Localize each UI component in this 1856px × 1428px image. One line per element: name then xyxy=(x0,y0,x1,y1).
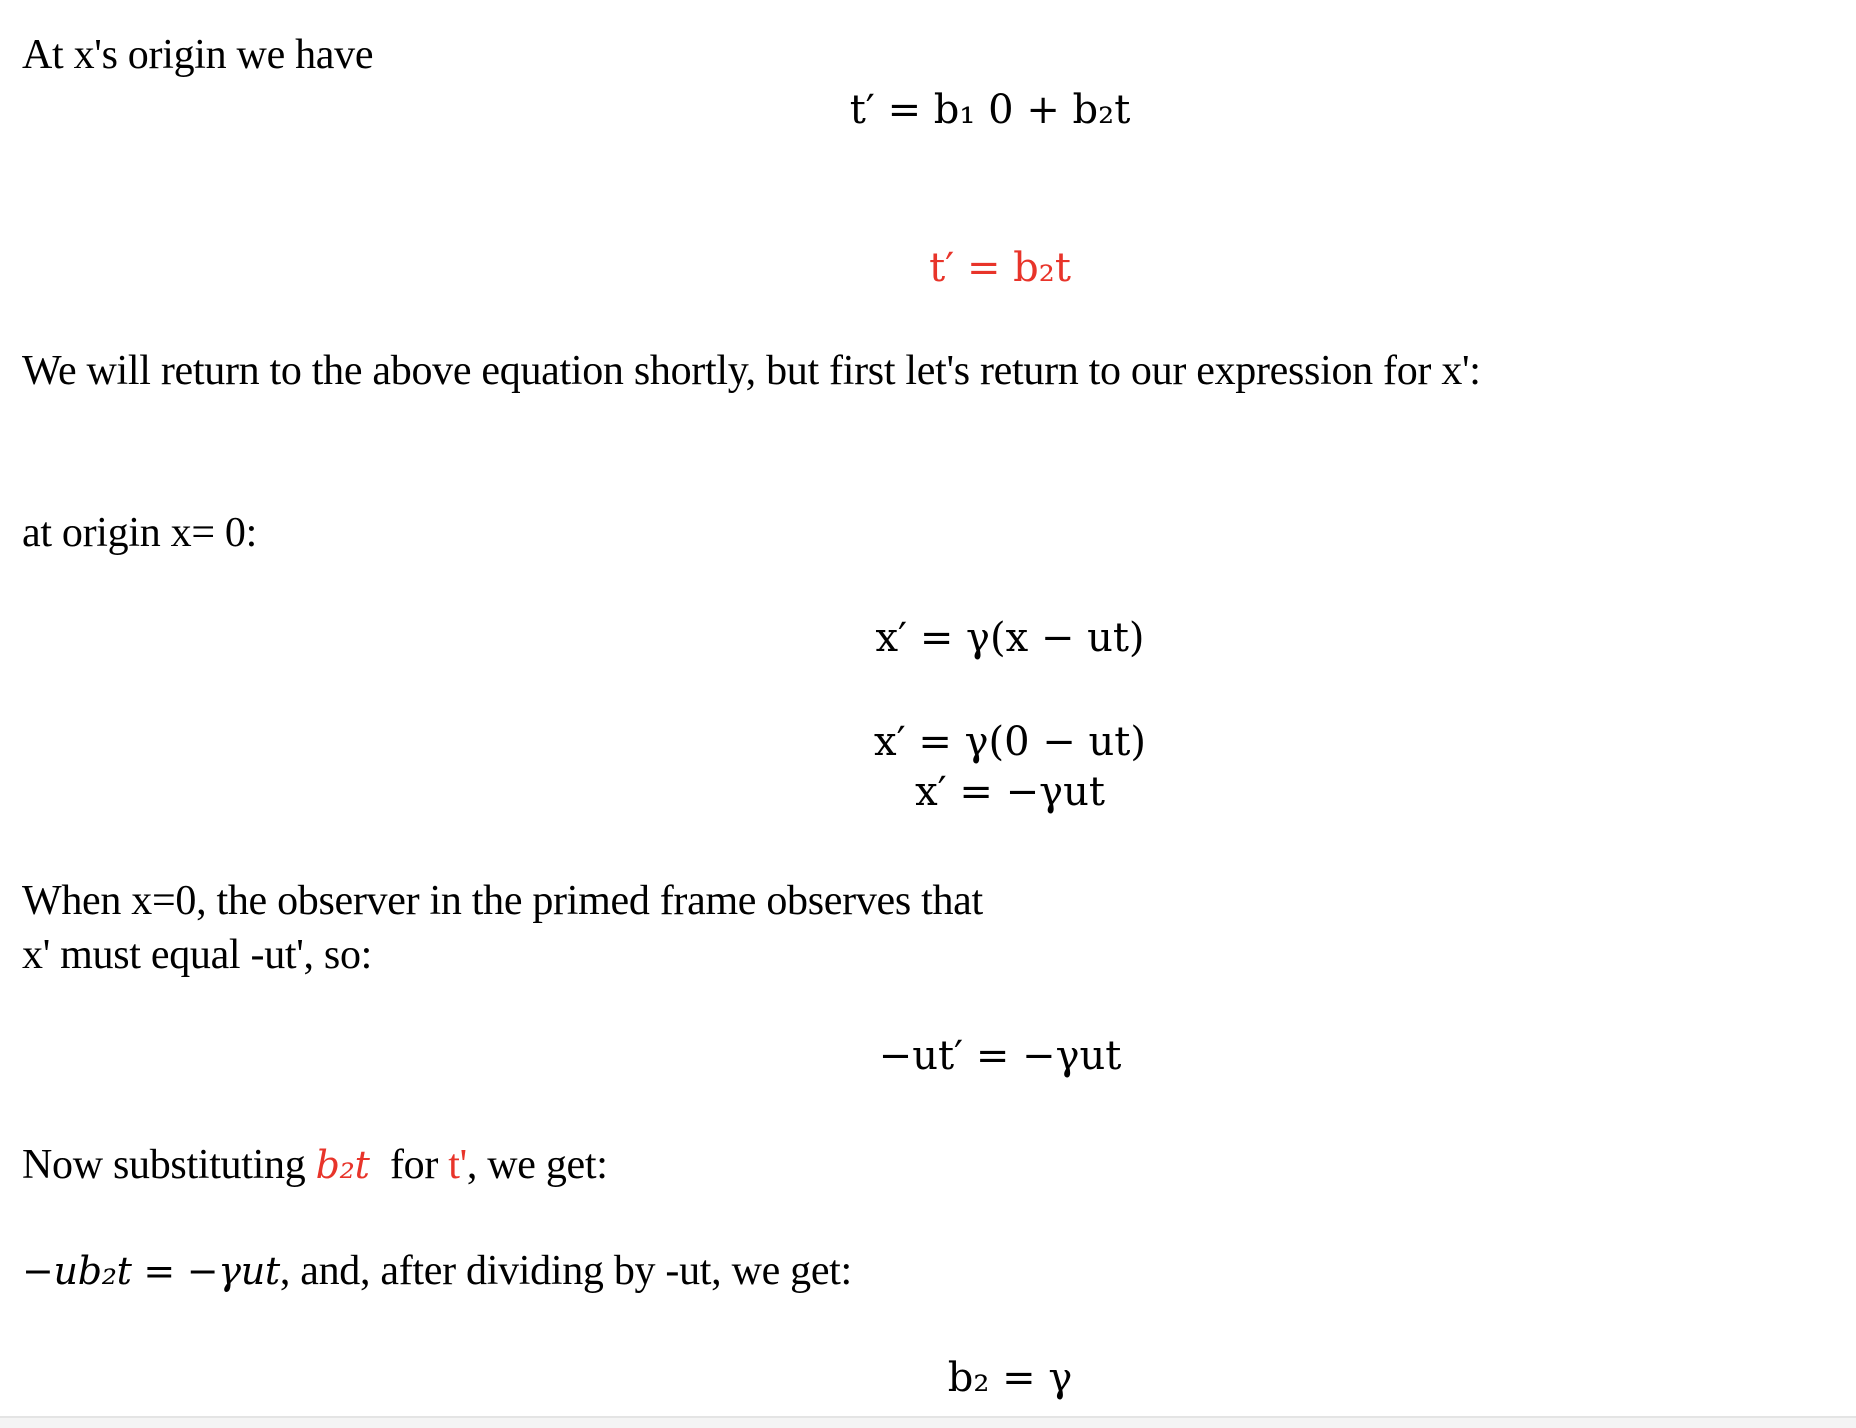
paragraph-at-origin: at origin x= 0: xyxy=(22,510,257,556)
paragraph-substitution xyxy=(22,1144,608,1186)
paragraph-origin-intro: At x's origin we have xyxy=(22,32,374,78)
equation-x-prime-substituted: x′ = γ(0 − ut) xyxy=(874,719,1146,765)
substitution-mid: for xyxy=(369,1142,449,1188)
paragraph-observer-line1: When x=0, the observer in the primed frame observes that xyxy=(22,878,983,924)
equation-t-prime-result: t′ = b₂t xyxy=(929,245,1071,291)
dividing-suffix: , and, after dividing by -ut, we get: xyxy=(279,1248,852,1294)
equation-x-prime-general: x′ = γ(x − ut) xyxy=(875,615,1145,661)
equation-minus-ub2t-inline: −ub₂t = −γut xyxy=(22,1249,280,1293)
page-bottom-divider xyxy=(0,1416,1856,1428)
substitution-suffix: , we get: xyxy=(466,1142,608,1188)
equation-t-prime-expanded: t′ = b₁ 0 + b₂t xyxy=(849,87,1131,133)
equation-b2-equals-gamma: b₂ = γ xyxy=(947,1355,1073,1401)
equation-minus-ut-prime: −ut′ = −γut xyxy=(878,1033,1122,1079)
substitution-prefix: Now substituting xyxy=(22,1142,316,1188)
substitution-highlight-b2t: b₂t xyxy=(315,1143,370,1187)
paragraph-return-note: We will return to the above equation shortly, but first let's return to our expression for x': xyxy=(22,348,1481,394)
substitution-highlight-t-prime: t' xyxy=(448,1142,467,1188)
paragraph-observer-line2: x' must equal -ut', so: xyxy=(22,932,373,978)
equation-x-prime-simplified: x′ = −γut xyxy=(915,769,1105,815)
paragraph-dividing xyxy=(22,1250,852,1292)
